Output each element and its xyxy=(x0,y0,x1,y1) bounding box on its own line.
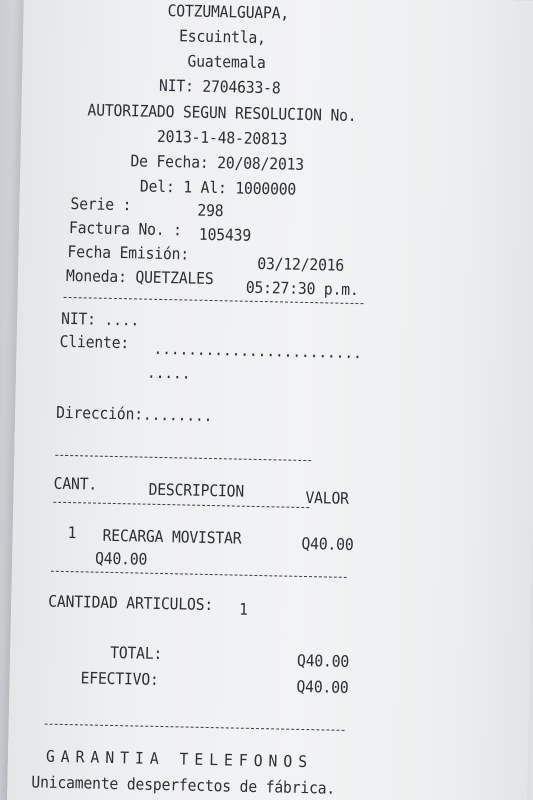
item-count-label: CANTIDAD ARTICULOS: xyxy=(48,591,214,615)
issue-date-value: 03/12/2016 xyxy=(257,253,345,275)
warranty-heading: GARANTIA TELEFONOS xyxy=(45,746,314,772)
header-department: Escuintla, xyxy=(178,26,267,48)
receipt-paper xyxy=(7,0,533,800)
item-subtotal: Q40.00 xyxy=(94,548,148,569)
item-count-value: 1 xyxy=(238,599,248,619)
column-description: DESCRIPCION xyxy=(148,479,245,501)
item-quantity: 1 xyxy=(67,523,77,543)
issue-time: 05:27:30 p.m. xyxy=(245,277,359,300)
issue-date-label: Fecha Emisión: xyxy=(67,241,190,264)
divider xyxy=(53,502,309,508)
header-resolution: 2013-1-48-20813 xyxy=(156,126,288,149)
invoice-number-value: 105439 xyxy=(198,224,252,245)
total-value: Q40.00 xyxy=(296,650,350,671)
customer-address: Dirección:........ xyxy=(55,402,213,426)
header-country: Guatemala xyxy=(187,51,266,73)
header-nit: NIT: 2704633-8 xyxy=(158,75,281,98)
item-value: Q40.00 xyxy=(301,533,354,555)
client-label: Cliente: xyxy=(59,331,130,353)
cash-value: Q40.00 xyxy=(296,676,349,697)
header-city: COTZUMALGUAPA, xyxy=(167,1,290,23)
header-range: Del: 1 Al: 1000000 xyxy=(139,176,297,199)
client-dots-continued: ..... xyxy=(146,362,191,383)
cash-label: EFECTIVO: xyxy=(80,668,159,689)
series-label: Serie : xyxy=(70,194,132,215)
currency: Moneda: QUETZALES xyxy=(65,265,214,289)
invoice-number-label: Factura No. : xyxy=(68,217,183,240)
item-description: RECARGA MOVISTAR xyxy=(102,525,242,548)
client-dots: ........................ xyxy=(153,338,362,363)
divider xyxy=(55,455,311,461)
series-value: 298 xyxy=(197,200,224,221)
divider xyxy=(45,724,345,731)
warranty-note: Unicamente desperfectos de fábrica. xyxy=(31,772,336,798)
total-label: TOTAL: xyxy=(109,642,163,664)
header-authorization: AUTORIZADO SEGUN RESOLUCION No. xyxy=(87,100,357,125)
column-value: VALOR xyxy=(305,488,350,508)
divider xyxy=(51,571,347,578)
header-resolution-date: De Fecha: 20/08/2013 xyxy=(130,151,305,174)
customer-nit: NIT: .... xyxy=(60,308,140,330)
column-quantity: CANT. xyxy=(53,473,98,494)
